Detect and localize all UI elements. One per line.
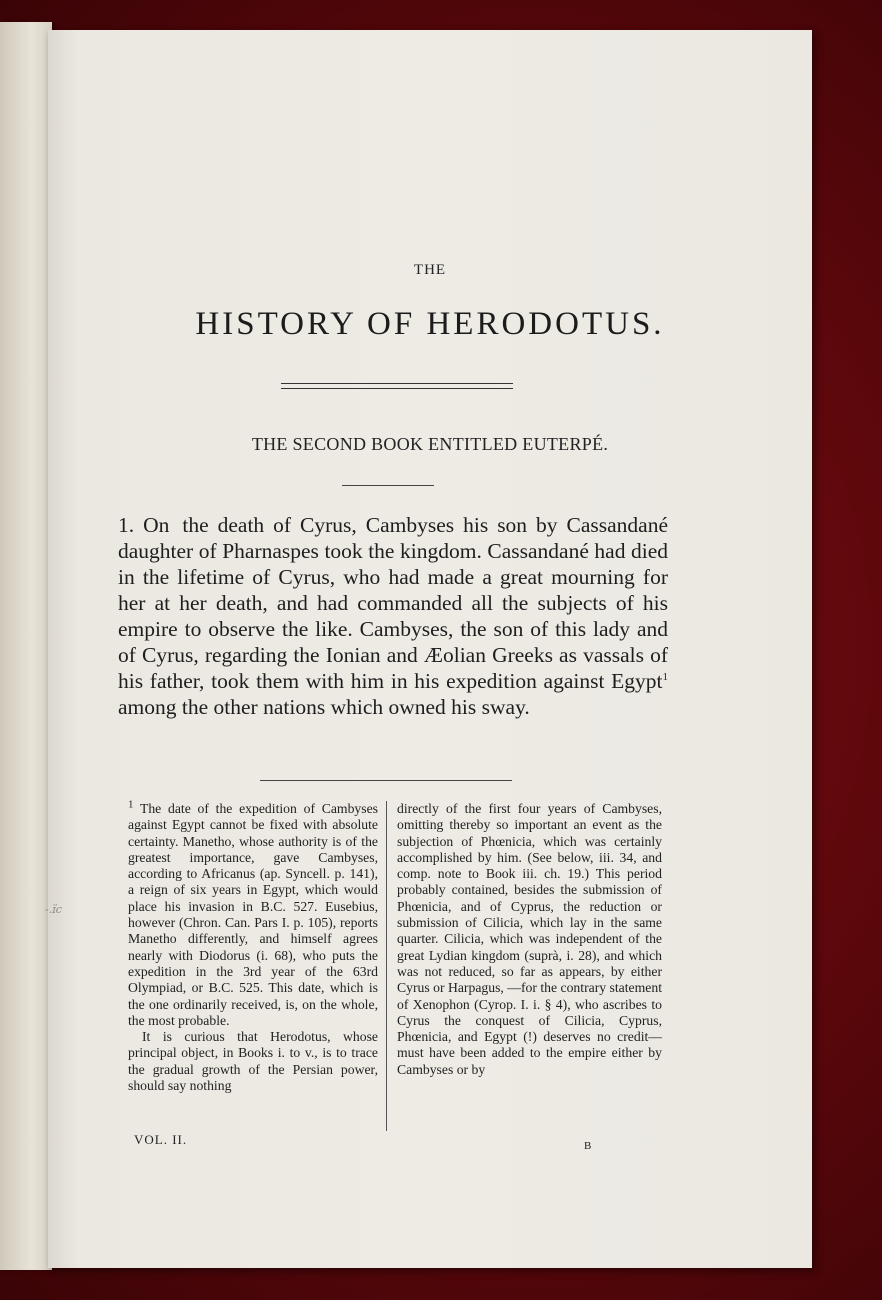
footnote-column-right <box>397 801 662 1078</box>
margin-pencil-mark: -.ɪ̈c <box>45 903 62 916</box>
book-page <box>48 30 812 1268</box>
footnote-continuation: directly of the first four years of Cambyses, omitting thereby so important an event as the subjection of Phœnicia, which was certainly accomplished by him. (See below, iii. 34, and comp. note to Book iii. ch. 19.) This period probably contained, besides the submission of Phœnicia, and of Cyprus, the reduction or submission of Cilicia, which lay in the same quarter. Cilicia, which was independent of the great Lydian kingdom (suprà, i. 28), and which was not reduced, so far as appears, by either Cyrus or Harpagus, —for the contrary statement of Xenophon (Cyrop. I. i. § 4), who ascribes to Cyrus the conquest of Cilicia, Cyprus, Phœnicia, and Egypt (!) deserves no credit—must have been added to the empire either by Cambyses or by <box>397 801 662 1077</box>
paragraph-lead: 1. On <box>118 513 170 537</box>
footnote-reference[interactable]: 1 <box>662 670 668 683</box>
double-rule-divider <box>281 383 513 389</box>
footnote-marker: 1 <box>128 798 134 811</box>
book-subtitle: THE SECOND BOOK ENTITLED EUTERPÉ. <box>251 434 609 454</box>
footnote-text: The date of the expedition of Cambyses against Egypt cannot be fixed with absolute certainty. Manetho, whose authority is of the greatest importance, gave Cambyses, according to Africanus (ap. Syncell. p. 141), a reign of six years in Egypt, which would place his invasion in B.C. 527. Eusebius, however (Chron. Can. Pars I. p. 105), reports Manetho differently, and himself agrees nearly with Diodorus (i. 68), who puts the expedition in the 3rd year of the 63rd Olympiad, or B.C. 525. This date, which is the one ordinarily received, is, on the whole, the most probable. <box>128 801 378 1028</box>
column-divider <box>386 801 387 1131</box>
footnote-rule <box>260 780 512 781</box>
footnote-paragraph <box>128 798 378 1029</box>
footnote-paragraph-2: It is curious that Herodotus, whose principal object, in Books i. to v., is to trace the gradual growth of the Persian power, should say nothing <box>128 1029 378 1094</box>
paragraph-text: the death of Cyrus, Cambyses his son by Cassandané daughter of Pharnaspes took the kingdom. Cassandané had died in the lifetime of Cyrus, who had made a great mourning for her at her death, and had commanded all the subjects of his empire to observe the like. Cambyses, the son of this lady and of Cyrus, regarding the Ionian and Æolian Greeks as vassals of his father, took them with him in his expedition against Egypt <box>118 513 669 693</box>
footnote-column-left <box>128 798 378 1094</box>
heading-the: THE <box>413 262 447 278</box>
volume-label: VOL. II. <box>134 1132 188 1147</box>
paragraph-text-end: among the other nations which owned his sway. <box>118 695 530 719</box>
signature-mark: B <box>584 1140 592 1152</box>
short-rule-divider <box>342 485 434 486</box>
left-page-edge <box>0 22 52 1270</box>
book-title: HISTORY OF HERODOTUS. <box>195 306 665 342</box>
chapter-paragraph <box>118 512 668 720</box>
